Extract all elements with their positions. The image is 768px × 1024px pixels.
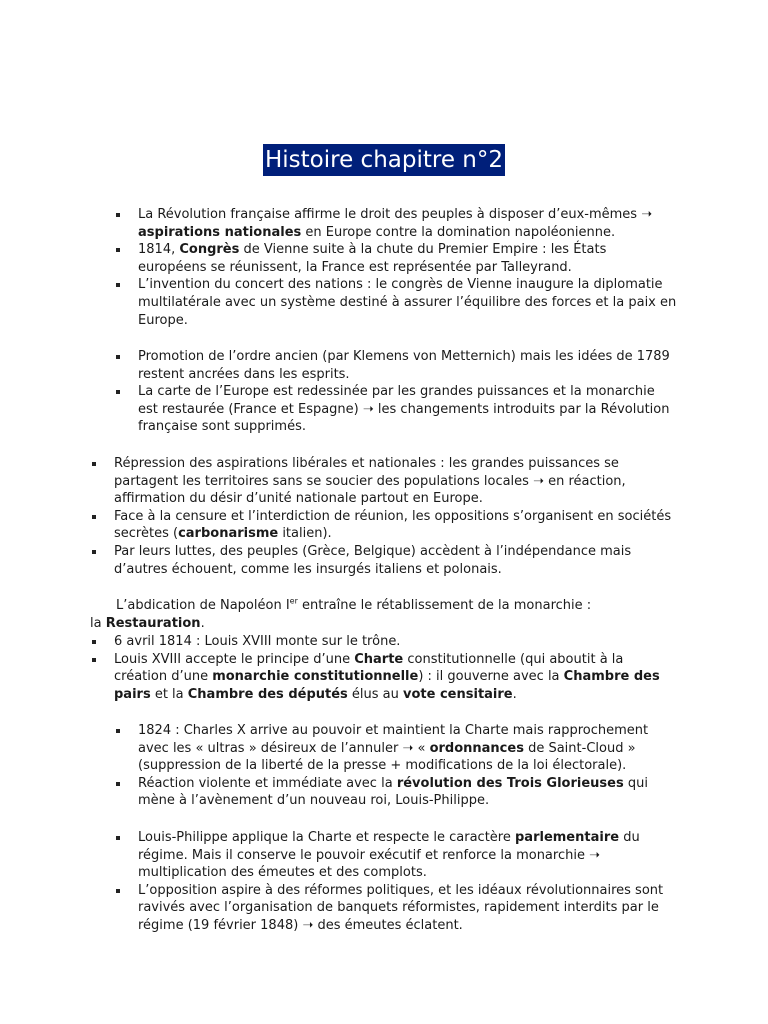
list-item-text: L’invention du concert des nations : le congrès de Vienne inaugure la diplomatie multilatérale avec un système destiné à assurer l’équilibre des forces et la paix en Europe. <box>138 277 677 328</box>
bullet-icon <box>116 390 120 394</box>
section-6 <box>0 829 768 935</box>
title-wrap <box>0 144 768 176</box>
bullet-icon <box>116 836 120 840</box>
section-2 <box>0 348 768 436</box>
section-4 <box>0 633 768 703</box>
list-item <box>0 633 768 651</box>
list-item <box>0 348 768 383</box>
bullet-icon <box>92 658 96 662</box>
list-item <box>0 882 768 935</box>
page-title: Histoire chapitre n°2 <box>263 144 505 176</box>
list-item-text: La Révolution française affirme le droit des peuples à disposer d’eux-mêmes ➝ aspirations nationales en Europe contre la domination napoléonienne. <box>138 207 653 240</box>
bullet-icon <box>92 550 96 554</box>
list-item-text: 1814, Congrès de Vienne suite à la chute du Premier Empire : les États européens se réunissent, la France est représentée par Talleyrand. <box>138 242 607 275</box>
list-item <box>0 543 768 578</box>
list-item-text: La carte de l’Europe est redessinée par les grandes puissances et la monarchie est restaurée (France et Espagne) ➝ les changements introduits par la Révolution française sont supprimés. <box>138 384 670 435</box>
restauration-paragraph <box>90 597 690 632</box>
list-item-text: Par leurs luttes, des peuples (Grèce, Belgique) accèdent à l’indépendance mais d’autres échouent, comme les insurgés italiens et polonais. <box>114 543 632 577</box>
bullet-icon <box>116 248 120 252</box>
list-item-text: Louis-Philippe applique la Charte et respecte le caractère parlementaire du régime. Mais il conserve le pouvoir exécutif et renforce la monarchie ➝ multiplication des émeutes et des complots. <box>138 830 640 881</box>
list-item <box>0 829 768 882</box>
section-3 <box>0 455 768 578</box>
list-item <box>0 241 768 276</box>
list-item-text: Face à la censure et l’interdiction de réunion, les oppositions s’organisent en sociétés secrètes (carbonarisme italien). <box>114 508 672 542</box>
list-item-text: Louis XVIII accepte le principe d’une Charte constitutionnelle (qui aboutit à la création d’une monarchie constitutionnelle) : il gouverne avec la Chambre des pairs et la Chambre des députés élus au vote censitaire. <box>114 651 660 702</box>
bullet-icon <box>116 782 120 786</box>
list-item-text: L’opposition aspire à des réformes politiques, et les idéaux révolutionnaires sont ravivés avec l’organisation de banquets réformistes, rapidement interdits par le régime (19 février 1848) ➝ des émeutes éclatent. <box>138 882 664 933</box>
bullet-icon <box>116 213 120 217</box>
restauration-line-1: L’abdication de Napoléon Ier entraîne le rétablissement de la monarchie : <box>116 596 592 613</box>
list-item <box>0 383 768 436</box>
bullet-icon <box>116 355 120 359</box>
list-item-text: Promotion de l’ordre ancien (par Klemens von Metternich) mais les idées de 1789 restent ancrées dans les esprits. <box>138 349 670 382</box>
list-item-text: 1824 : Charles X arrive au pouvoir et maintient la Charte mais rapprochement avec les « ultras » désireux de l’annuler ➝ « ordonnances de Saint-Cloud » (suppression de la liberté de la presse + modifications de la loi électorale). <box>138 723 649 774</box>
list-item <box>0 276 768 329</box>
bullet-icon <box>116 283 120 287</box>
list-item <box>0 508 768 543</box>
list-item <box>0 651 768 704</box>
bullet-icon <box>116 889 120 893</box>
list-item <box>0 722 768 775</box>
bullet-icon <box>92 640 96 644</box>
bullet-icon <box>92 515 96 519</box>
section-5 <box>0 722 768 810</box>
list-item-text: 6 avril 1814 : Louis XVIII monte sur le trône. <box>114 634 401 649</box>
section-1 <box>0 206 768 329</box>
list-item-text: Répression des aspirations libérales et nationales : les grandes puissances se partagent les territoires sans se soucier des populations locales ➝ en réaction, affirmation du désir d’unité nationale partout en Europe. <box>114 456 626 507</box>
bullet-icon <box>116 729 120 733</box>
bullet-icon <box>92 462 96 466</box>
list-item <box>0 775 768 810</box>
restauration-line-2: la Restauration. <box>90 615 205 631</box>
list-item-text: Réaction violente et immédiate avec la révolution des Trois Glorieuses qui mène à l’avènement d’un nouveau roi, Louis-Philippe. <box>138 775 648 809</box>
list-item <box>0 455 768 508</box>
list-item <box>0 206 768 241</box>
